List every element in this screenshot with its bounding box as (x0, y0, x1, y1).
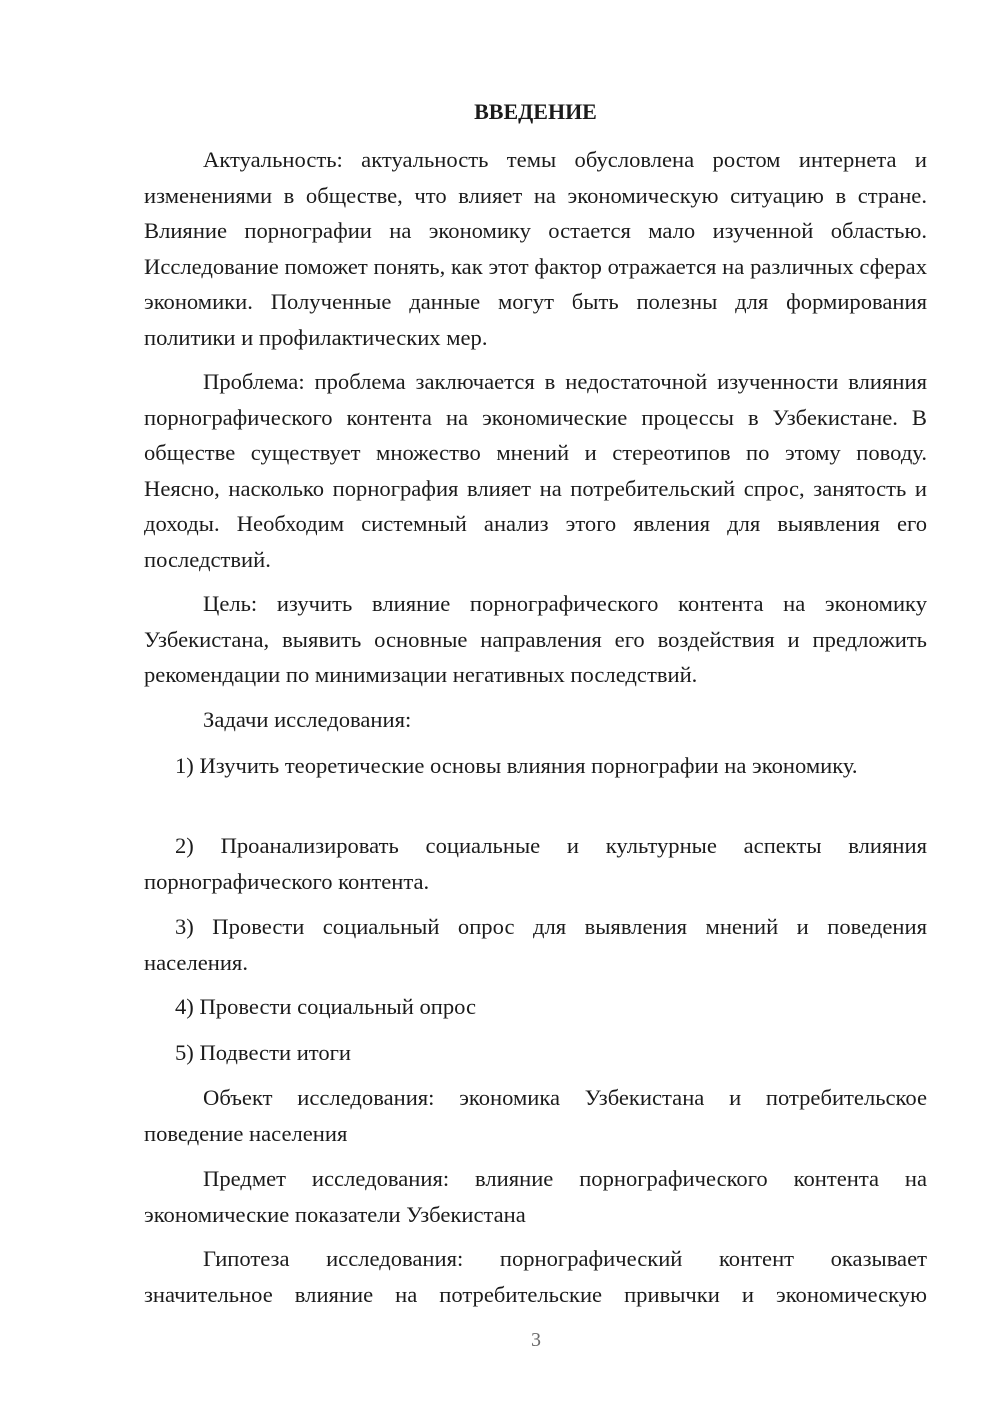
tasks-heading: Задачи исследования: (203, 707, 412, 732)
task-item-5: 5) Подвести итоги (175, 1040, 352, 1065)
paragraph-problem: Проблема: проблема заключается в недостаточной изученности влияния порнографического контента на экономические процессы в Узбекистане. В обществе существует множество мнений и стереотипов по этому поводу. Неясно, насколько порнография влияет на потребительский спрос, занятость и доходы. Необходим системный анализ этого явления для выявления его последствий. (144, 369, 927, 572)
task-item-3: 3) Провести социальный опрос для выявления мнений и поведения населения. (144, 914, 927, 975)
task-item-1: 1) Изучить теоретические основы влияния порнографии на экономику. (175, 753, 858, 778)
paragraph-hypothesis: Гипотеза исследования: порнографический контент оказывает значительное влияние на потребительские привычки и экономическую (144, 1246, 927, 1307)
task-item-4: 4) Провести социальный опрос (175, 994, 477, 1019)
paragraph-goal: Цель: изучить влияние порнографического контента на экономику Узбекистана, выявить основные направления его воздействия и предложить рекомендации по минимизации негативных последствий. (144, 591, 927, 688)
paragraph-subject: Предмет исследования: влияние порнографического контента на экономические показатели Узбекистана (144, 1166, 927, 1227)
section-title: ВВЕДЕНИЕ (474, 99, 597, 124)
task-item-2: 2) Проанализировать социальные и культурные аспекты влияния порнографического контента. (144, 833, 927, 894)
paragraph-object: Объект исследования: экономика Узбекистана и потребительское поведение населения (144, 1085, 927, 1146)
paragraph-relevance: Актуальность: актуальность темы обусловлена ростом интернета и изменениями в обществе, что влияет на экономическую ситуацию в стране. Влияние порнографии на экономику остается мало изученной областью. Исследование поможет понять, как этот фактор отражается на различных сферах экономики. Полученные данные могут быть полезны для формирования политики и профилактических мер. (144, 147, 927, 350)
page-number: 3 (531, 1329, 541, 1351)
